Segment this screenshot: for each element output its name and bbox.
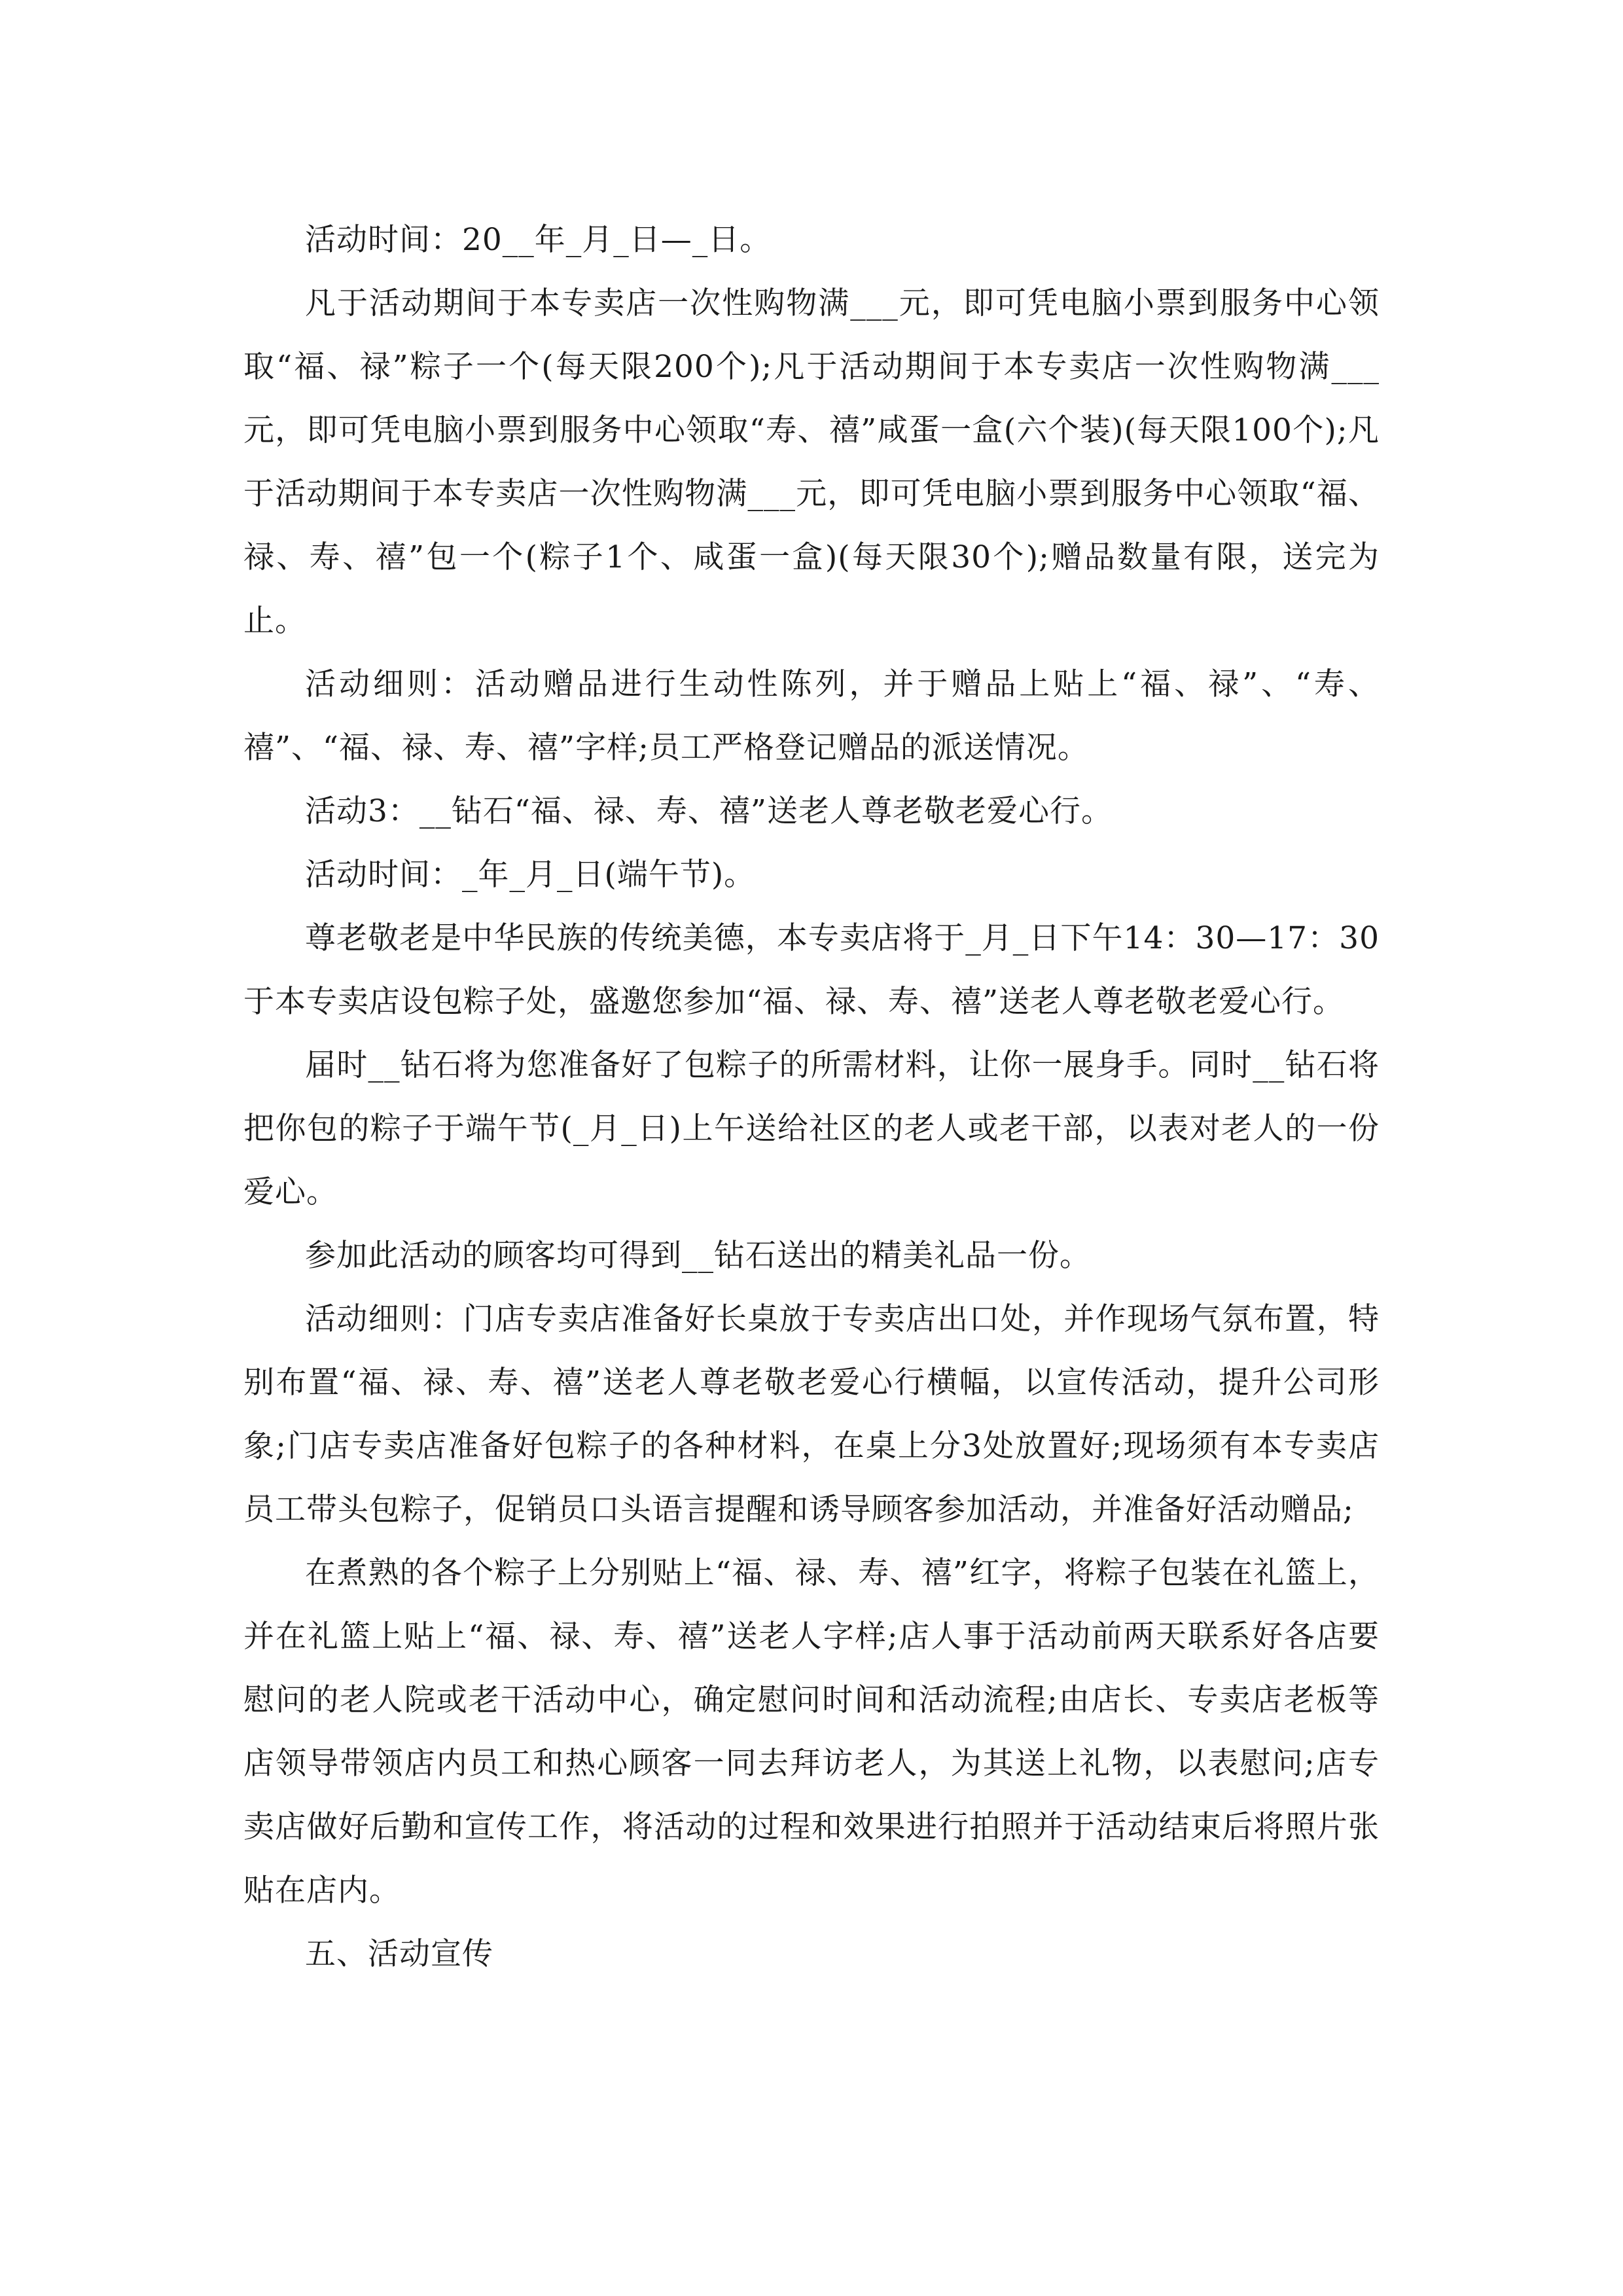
paragraph-respect-elders: 尊老敬老是中华民族的传统美德，本专卖店将于_月_日下午14：30—17：30于本专卖店设包粽子处，盛邀您参加“福、禄、寿、禧”送老人尊老敬老爱心行。 [243, 920, 1380, 1020]
paragraph-gift-baskets: 在煮熟的各个粽子上分别贴上“福、禄、寿、禧”红字，将粽子包装在礼篮上，并在礼篮上贴上“福、禄、寿、禧”送老人字样;店人事于活动前两天联系好各店要慰问的老人院或老干活动中心，确定慰问时间和活动流程;由店长、专卖店老板等店领导带领店内员工和热心顾客一同去拜访老人，为其送上礼物，以表慰问;店专卖店做好后勤和宣传工作，将活动的过程和效果进行拍照并于活动结束后将照片张贴在店内。 [243, 1555, 1380, 1909]
section-heading-promotion: 五、活动宣传 [305, 1936, 493, 1972]
paragraph-activity-time: 活动时间：20__年_月_日—_日。 [305, 222, 772, 258]
paragraph-materials: 届时__钻石将为您准备好了包粽子的所需材料，让你一展身手。同时__钻石将把你包的粽子于端午节(_月_日)上午送给社区的老人或老干部，以表对老人的一份爱心。 [243, 1047, 1380, 1210]
paragraph-activity-3-title: 活动3：__钻石“福、禄、寿、禧”送老人尊老敬老爱心行。 [305, 793, 1113, 829]
paragraph-activity-3-rules: 活动细则：门店专卖店准备好长桌放于专卖店出口处，并作现场气氛布置，特别布置“福、禄、寿、禧”送老人尊老敬老爱心行横幅，以宣传活动，提升公司形象;门店专卖店准备好包粽子的各种材料，在桌上分3处放置好;现场须有本专卖店员工带头包粽子，促销员口头语言提醒和诱导顾客参加活动，并准备好活动赠品; [243, 1301, 1380, 1528]
paragraph-activity-3-time: 活动时间：_年_月_日(端午节)。 [305, 857, 756, 893]
paragraph-purchase-gifts: 凡于活动期间于本专卖店一次性购物满___元，即可凭电脑小票到服务中心领取“福、禄”粽子一个(每天限200个);凡于活动期间于本专卖店一次性购物满___元，即可凭电脑小票到服务中心领取“寿、禧”咸蛋一盒(六个装)(每天限100个);凡于活动期间于本专卖店一次性购物满___元，即可凭电脑小票到服务中心领取“福、禄、寿、禧”包一个(粽子1个、咸蛋一盒)(每天限30个);赠品数量有限，送完为止。 [243, 285, 1380, 639]
paragraph-gift-rules: 活动细则：活动赠品进行生动性陈列，并于赠品上贴上“福、禄”、“寿、禧”、“福、禄、寿、禧”字样;员工严格登记赠品的派送情况。 [243, 666, 1380, 766]
document-body [243, 208, 1380, 1986]
paragraph-participant-gift: 参加此活动的顾客均可得到__钻石送出的精美礼品一份。 [305, 1238, 1091, 1274]
